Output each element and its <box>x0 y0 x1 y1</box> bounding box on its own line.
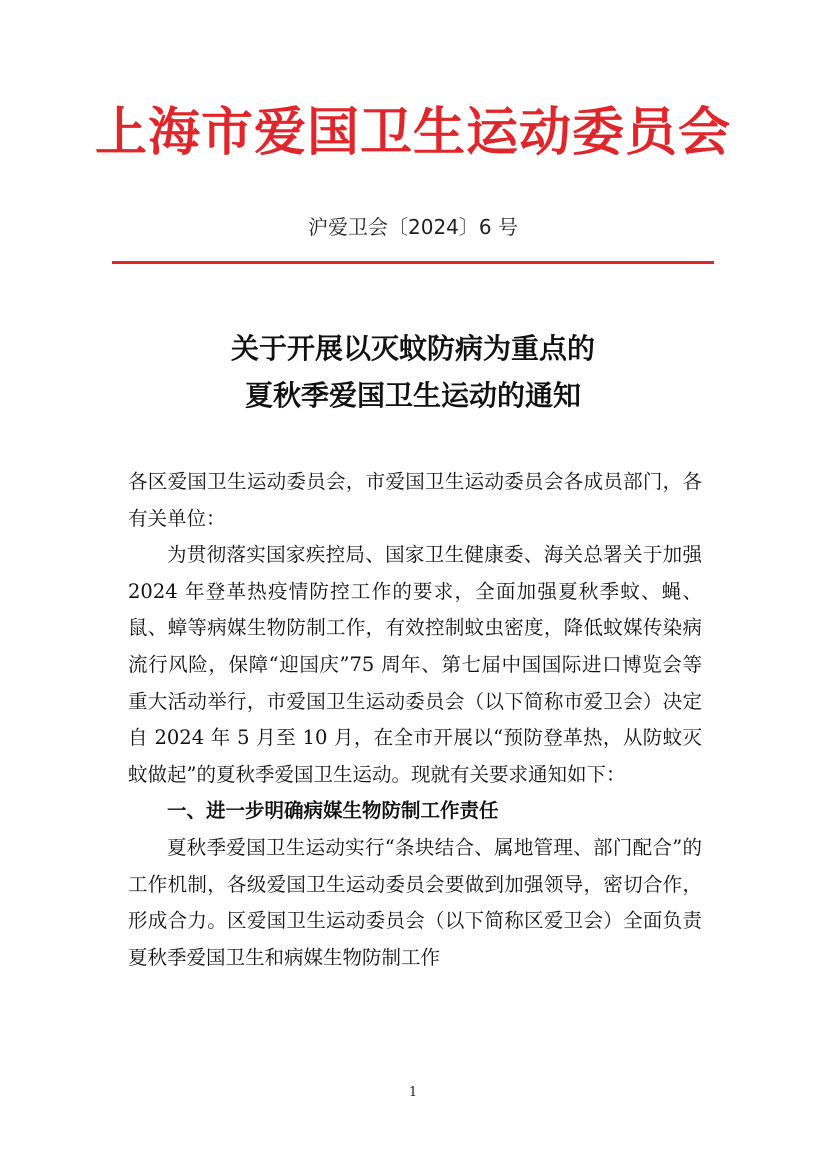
document-number: 沪爱卫会〔2024〕6 号 <box>308 215 518 239</box>
issuer-header: 上海市爱国卫生运动委员会 <box>94 102 731 163</box>
document-title-line-2: 夏秋季爱国卫生运动的通知 <box>244 379 581 412</box>
section-heading-1: 一、进一步明确病媒生物防制工作责任 <box>167 799 499 823</box>
document-title-line-1: 关于开展以灭蚊防病为重点的 <box>230 332 595 365</box>
red-divider-line <box>112 261 714 264</box>
section-1-paragraph: 夏秋季爱国卫生运动实行“条块结合、属地管理、部门配合”的工作机制，各级爱国卫生运动委员会要做到加强领导，密切合作，形成合力。区爱国卫生运动委员会（以下简称区爱卫会）全面负责夏秋季爱国卫生和病媒生物防制工作 <box>128 835 702 969</box>
intro-paragraph: 为贯彻落实国家疾控局、国家卫生健康委、海关总署关于加强 2024 年登革热疫情防控工作的要求，全面加强夏秋季蚊、蝇、鼠、蟑等病媒生物防制工作，有效控制蚊虫密度，降低蚊媒传染病流行风险，保障“迎国庆”75 周年、第七届中国国际进口博览会等重大活动举行，市爱国卫生运动委员会（以下简称市爱卫会）决定自 2024 年 5 月至 10 月，在全市开展以“预防登革热，从防蚊灭蚊做起”的夏秋季爱国卫生运动。现就有关要求通知如下： <box>128 543 702 786</box>
document-body <box>128 464 702 976</box>
addressee-paragraph: 各区爱国卫生运动委员会，市爱国卫生运动委员会各成员部门，各有关单位： <box>128 470 702 530</box>
page-number: 1 <box>408 1085 418 1100</box>
